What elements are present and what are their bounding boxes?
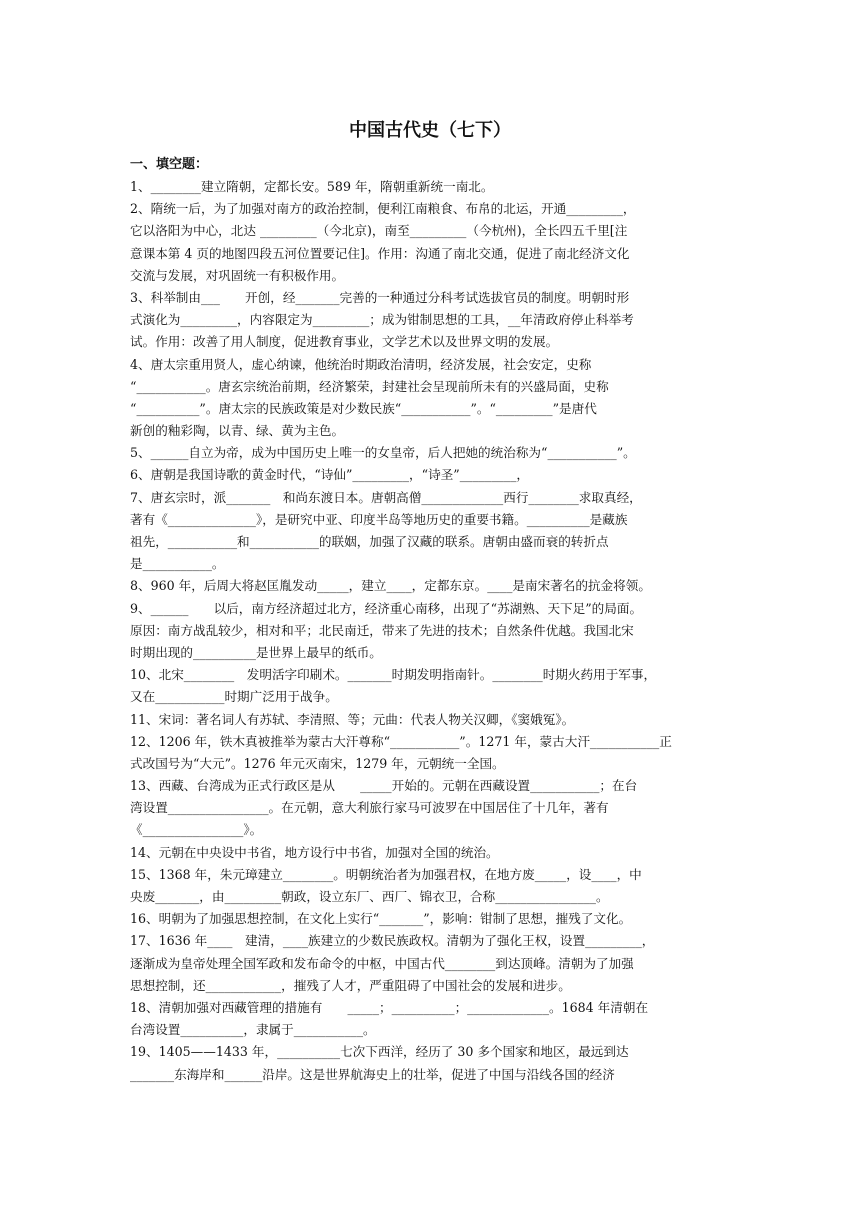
text-line: 19、1405——1433 年，__________七次下西洋，经历了 30 多个国家和地区，最远到达 bbox=[130, 1044, 629, 1060]
text-line: 15、1368 年，朱元璋建立________。明朝统治者为加强君权，在地方废_____，设____，中 bbox=[130, 866, 642, 882]
text-line: 原因：南方战乱较少，相对和平；北民南迁，带来了先进的技术；自然条件优越。我国北宋 bbox=[130, 622, 634, 638]
text-line: 湾设置________________。在元朝，意大利旅行家马可波罗在中国居住了十几年，著有 bbox=[130, 800, 609, 816]
text-line: 9、______ 以后，南方经济超过北方，经济重心南移，出现了“苏湖熟、天下足”的局面。 bbox=[130, 600, 643, 616]
text-line: “___________。唐玄宗统治前期，经济繁荣，封建社会呈现前所未有的兴盛局面，史称 bbox=[130, 378, 609, 394]
text-line: 11、宋词：著名词人有苏轼、李清照、等；元曲：代表人物关汉卿，《窦娥冤》。 bbox=[130, 711, 575, 727]
text-line: 6、唐朝是我国诗歌的黄金时代，“诗仙”_________，“诗圣”_________， bbox=[130, 467, 529, 483]
document-page bbox=[130, 112, 730, 1086]
text-line: “__________”。唐太宗的民族政策是对少数民族“___________”。“_________”是唐代 bbox=[130, 400, 597, 416]
text-line: 试。作用：改善了用人制度，促进教育事业，文学艺术以及世界文明的发展。 bbox=[130, 334, 559, 350]
text-line: 又在___________时期广泛用于战争。 bbox=[130, 689, 338, 705]
text-line: 17、1636 年____ 建清，____族建立的少数民族政权。清朝为了强化王权，设置_________， bbox=[130, 933, 655, 949]
page-title: 中国古代史（七下） bbox=[349, 120, 511, 141]
text-line: 《________________》。 bbox=[130, 822, 263, 838]
text-line: 13、西藏、台湾成为正式行政区是从 _____开始的。元朝在西藏设置___________；在台 bbox=[130, 778, 638, 794]
section-heading: 一、填空题： bbox=[130, 157, 209, 172]
text-line: 4、唐太宗重用贤人，虚心纳谏，他统治时期政治清明，经济发展，社会安定，史称 bbox=[130, 356, 592, 372]
text-line: 思想控制，还____________，摧残了人才，严重阻碍了中国社会的发展和进步。 bbox=[130, 977, 571, 993]
text-line: 8、960 年，后周大将赵匡胤发动_____，建立____，定都东京。____是南宋著名的抗金将领。 bbox=[130, 578, 651, 594]
text-line: 央废_______，由_________朝政，设立东厂、西厂、锦衣卫，合称________________。 bbox=[130, 889, 609, 904]
text-line: 7、唐玄宗时，派_______ 和尚东渡日本。唐朝高僧_____________西行________求取真经， bbox=[130, 489, 642, 505]
text-line: 14、元朝在中央设中书省，地方设行中书省，加强对全国的统治。 bbox=[130, 844, 499, 860]
text-line: 式演化为_________，内容限定为_________；成为钳制思想的工具，__年清政府停止科举考 bbox=[130, 312, 634, 328]
text-line: 新创的釉彩陶，以青、绿、黄为主色。 bbox=[130, 423, 345, 439]
text-line: 3、科举制由___ 开创，经_______完善的一种通过分科考试选拔官员的制度。明朝时形 bbox=[130, 289, 630, 305]
text-line: 式改国号为“大元”。1276 年元灭南宋，1279 年，元朝统一全国。 bbox=[130, 755, 505, 771]
text-line: 10、北宋________ 发明活字印刷术。_______时期发明指南针。________时期火药用于军事， bbox=[130, 667, 657, 683]
text-line: 是___________。 bbox=[130, 556, 225, 572]
text-line: 交流与发展，对巩固统一有积极作用。 bbox=[130, 267, 345, 283]
text-line: 它以洛阳为中心，北达 _________（今北京)，南至_________（今杭州)，全长四五千里[注 bbox=[130, 223, 628, 239]
text-line: 12、1206 年，铁木真被推举为蒙古大汗尊称“___________”。1271 年，蒙古大汗___________正 bbox=[130, 733, 672, 749]
text-line: 著有《______________》，是研究中亚、印度半岛等地历史的重要书籍。__________是藏族 bbox=[130, 511, 628, 527]
text-line: 18、清朝加强对西藏管理的措施有 _____；__________；_____________。1684 年清朝在 bbox=[130, 999, 649, 1015]
text-line: 16、明朝为了加强思想控制，在文化上实行“_______”，影响：钳制了思想，摧残了文化。 bbox=[130, 911, 632, 927]
text-line: 逐渐成为皇帝处理全国军政和发布命令的中枢，中国古代________到达顶峰。清朝为了加强 bbox=[130, 955, 634, 971]
text-line: 意课本第 4 页的地图四段五河位置要记住]。作用：沟通了南北交通，促进了南北经济文化 bbox=[130, 245, 630, 261]
text-line: 5、______自立为帝，成为中国历史上唯一的女皇帝，后人把她的统治称为“___________”。 bbox=[130, 445, 636, 461]
question-list bbox=[130, 176, 730, 1086]
text-line: 2、隋统一后，为了加强对南方的政治控制，便利江南粮食、布帛的北运，开通_________， bbox=[130, 201, 636, 217]
text-line: 祖先，___________和___________的联姻，加强了汉藏的联系。唐朝由盛而衰的转折点 bbox=[130, 534, 609, 549]
text-line: 时期出现的__________是世界上最早的纸币。 bbox=[130, 644, 382, 660]
text-line: _______东海岸和______沿岸。这是世界航海史上的壮举，促进了中国与沿线各国的经济 bbox=[130, 1066, 615, 1082]
text-line: 1、________建立隋朝，定都长安。589 年，隋朝重新统一南北。 bbox=[130, 179, 494, 194]
text-line: 台湾设置__________，隶属于___________。 bbox=[130, 1022, 376, 1038]
